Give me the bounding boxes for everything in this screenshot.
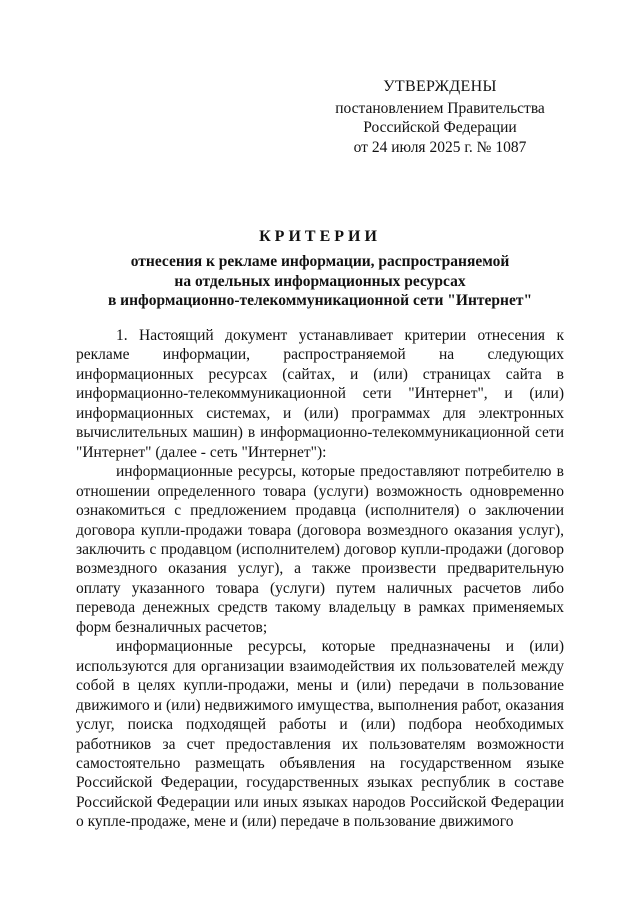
document-subtitle [60, 252, 580, 311]
approval-title: УТВЕРЖДЕНЫ [383, 78, 497, 95]
paragraph-1: 1. Настоящий документ устанавливает критерии отнесения к рекламе информации, распространяемой на следующих информационных ресурсах (сайтах, и (или) страницах сайта в информационно-телекоммуникационной сети "Интернет", и (или) информационных системах, и (или) программах для электронных вычислительных машин) в информационно-телекоммуникационной сети "Интернет" (далее - сеть "Интернет"): [76, 327, 564, 461]
approval-stamp [330, 77, 550, 157]
approval-line-resolution: постановлением Правительства [335, 99, 545, 117]
document-body [76, 326, 564, 832]
paragraph-2: информационные ресурсы, которые предоставляют потребителю в отношении определенного товара (услуги) возможность одновременно ознакомиться с предложением продавца (исполнителя) о заключении договора купли-продажи товара (договора возмездного оказания услуг), заключить с продавцом (исполнителем) договор купли-продажи (договор возмездного оказания услуг), а также произвести предварительную оплату указанного товара (услуги) путем наличных расчетов либо перевода денежных средств такому владельцу в рамках применяемых форм безналичных расчетов; [76, 463, 564, 636]
subtitle-line-2: на отдельных информационных ресурсах [174, 272, 466, 290]
approval-line-date: от 24 июля 2025 г. № 1087 [353, 138, 527, 156]
subtitle-line-1: отнесения к рекламе информации, распространяемой [130, 253, 510, 270]
paragraph-3: информационные ресурсы, которые предназначены и (или) используются для организации взаимодействия их пользователей между собой в целях купли-продажи, мены и (или) передачи в пользование движимого и (или) недвижимого имущества, выполнения работ, оказания услуг, поиска подходящей работы и (или) подбора необходимых работников за счет предоставления их пользователям возможности самостоятельно размещать объявления на государственном языке Российской Федерации, государственных языках республик в составе Российской Федерации или иных языках народов Российской Федерации о купле-продаже, мене и (или) передаче в пользование движимого [76, 638, 564, 831]
document-title: КРИТЕРИИ [259, 228, 381, 245]
approval-line-government: Российской Федерации [363, 119, 517, 136]
subtitle-line-3: в информационно-телекоммуникационной сети "Интернет" [107, 292, 533, 309]
